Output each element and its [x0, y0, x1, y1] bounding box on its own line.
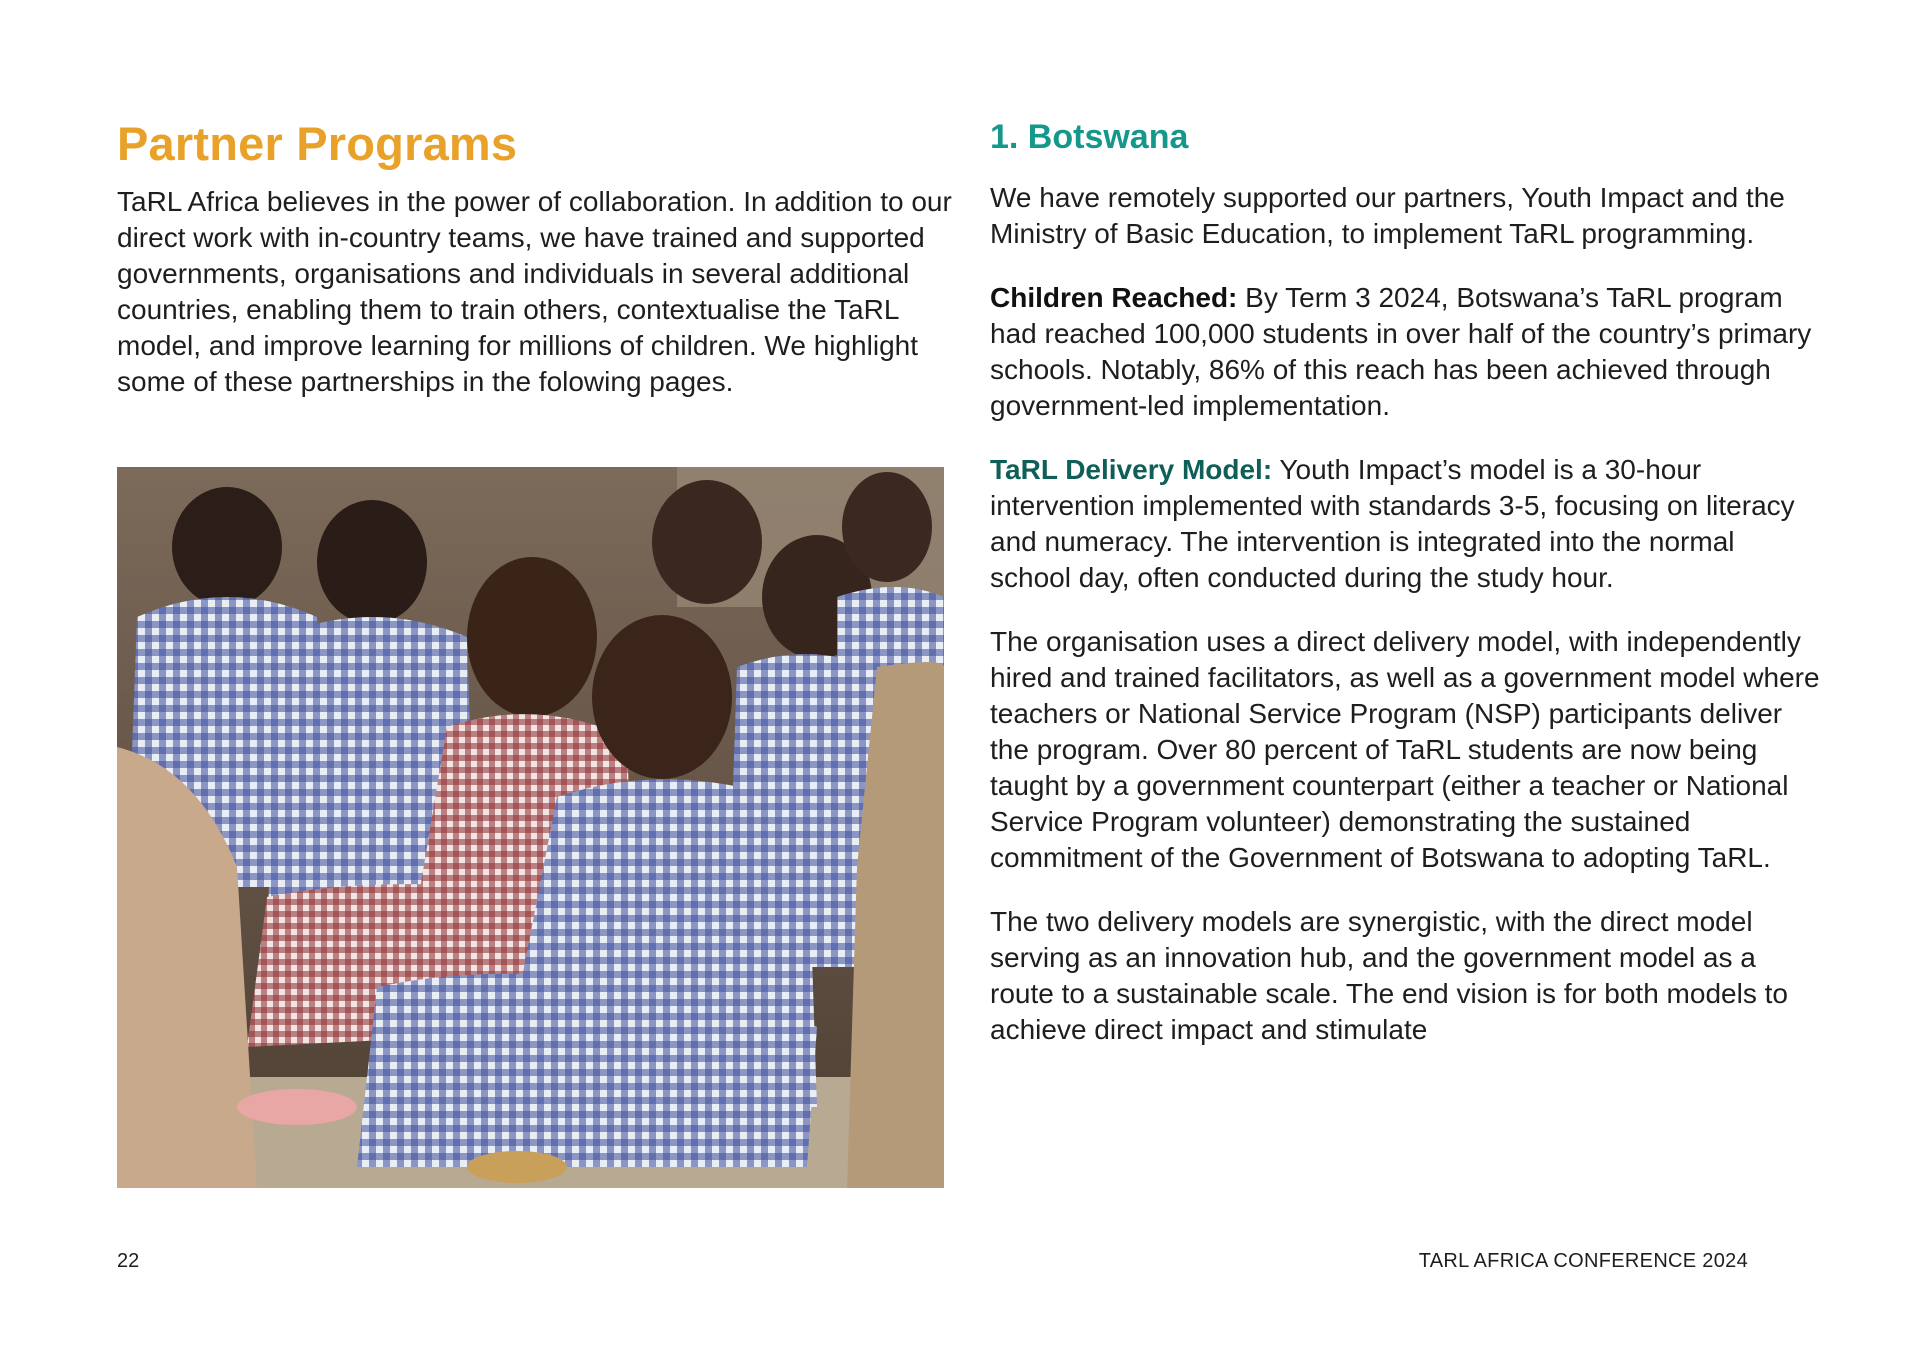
intro-paragraph: TaRL Africa believes in the power of collaboration. In addition to our direct work with in-country teams, we have trained and supported governments, organisations and individuals in several additional countries, enabling them to train others, contextualise the TaRL model, and improve learning for millions of children. We highlight some of these partnerships in the folowing pages. [117, 186, 952, 397]
paragraph-intro: We have remotely supported our partners, Youth Impact and the Ministry of Basic Education, to implement TaRL programming. [990, 182, 1785, 249]
children-reached-label: Children Reached: [990, 282, 1238, 313]
paragraph-organisation: The organisation uses a direct delivery model, with independently hired and trained facilitators, as well as a government model where teachers or National Service Program (NSP) participants deliver the program. Over 80 percent of TaRL students are now being taught by a government counterpart (either a teacher or National Service Program volunteer) demonstrating the sustained commitment of the Government of Botswana to adopting TaRL. [990, 626, 1820, 873]
children-classroom-photo [117, 467, 944, 1188]
page-number: 22 [117, 1250, 140, 1272]
paragraph-synergy: The two delivery models are synergistic, with the direct model serving as an innovation hub, and the government model as a route to a sustainable scale. The end vision is for both models to achieve direct impact and stimulate [990, 906, 1788, 1045]
page-title: Partner Programs [117, 117, 518, 170]
children-reached-text: By Term 3 2024, Botswana’s TaRL program had reached 100,000 students in over half of the country’s primary schools. Notably, 86% of this reach has been achieved through government-led implementation. [990, 282, 1812, 421]
delivery-model-text: Youth Impact’s model is a 30-hour intervention implemented with standards 3-5, focusing on literacy and numeracy. The intervention is integrated into the normal school day, often conducted during the study hour. [990, 454, 1795, 593]
paragraph-children-reached [990, 280, 1820, 424]
section-title: 1. Botswana [990, 118, 1189, 156]
paragraph-delivery-model [990, 452, 1820, 596]
delivery-model-label: TaRL Delivery Model: [990, 454, 1273, 485]
conference-footer: TARL AFRICA CONFERENCE 2024 [1418, 1250, 1748, 1272]
botswana-section [990, 116, 1820, 1076]
